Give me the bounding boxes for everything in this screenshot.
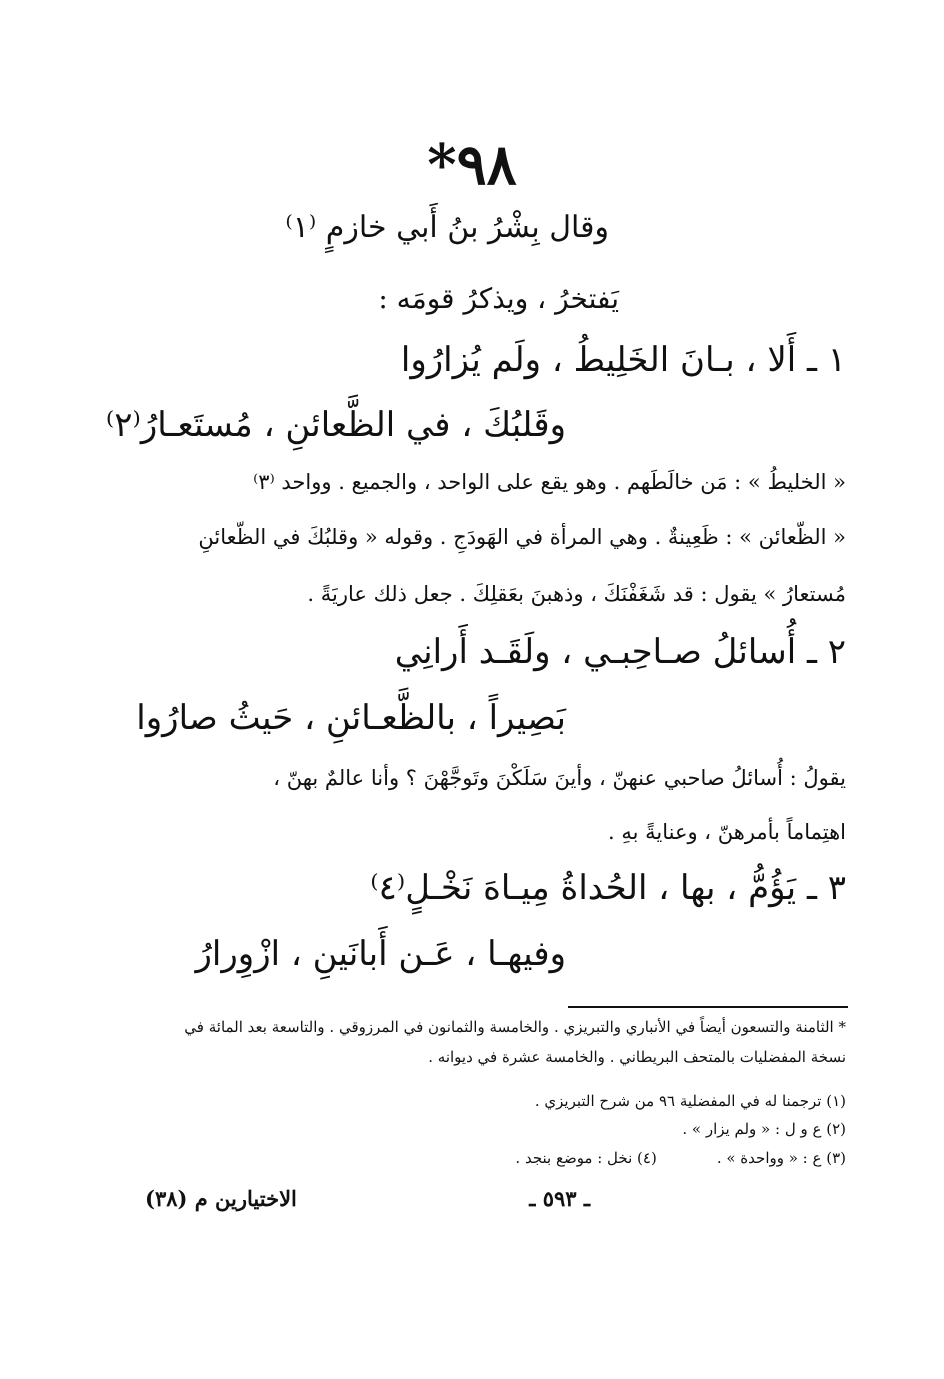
verse-text: وقَلبُكَ ، في الظَّعائنِ ، مُستَعـارُ⁽٢⁾ xyxy=(105,405,566,445)
verse-text: ٢ ـ أُسائلُ صـاحِبـي ، ولَقَـد أَرانِي xyxy=(394,632,846,672)
poem-intro: يَفتخرُ ، ويذكرُ قومَه : xyxy=(378,282,619,315)
verse-text: بَصِيراً ، بالظَّعـائنِ ، حَيثُ صارُوا xyxy=(136,698,566,738)
commentary-line: مُستعارُ » يقول : قد شَغَفْنَكَ ، وذهبنَ بعَقلِكَ . جعل ذلك عاريَةً . xyxy=(307,582,846,606)
commentary-line: اهتِماماً بأمرهنّ ، وعنايةً بهِ . xyxy=(607,820,846,844)
page-footer xyxy=(100,1186,850,1216)
verse-text: وفيهـا ، عَـن أَبانَينِ ، ازْوِرارُ xyxy=(195,934,566,974)
book-signature: الاختيارين م (٣٨) xyxy=(145,1186,297,1211)
verse-text: ٣ ـ يَؤُمُّ ، بها ، الحُداةُ مِيـاهَ نَخْـلٍ⁽٤⁾ xyxy=(370,868,846,908)
commentary-line: « الخليطُ » : مَن خالَطَهم . وهو يقع على الواحد ، والجميع . وواحد ⁽٣⁾ xyxy=(253,470,846,494)
verse-3-second-hemistich xyxy=(96,934,566,974)
footnote-3: (٣) ع : « وواحدة » . xyxy=(716,1149,846,1167)
footnote-4: (٤) نخل : موضع بنجد . xyxy=(515,1149,657,1167)
footnote-row xyxy=(515,1149,846,1167)
commentary-line: يقولُ : أُسائلُ صاحبي عنهنّ ، وأينَ سَلَكْنَ وتَوجَّهْنَ ؟ وأنا عالمٌ بهنّ ، xyxy=(273,766,846,790)
verse-2-first-hemistich xyxy=(126,632,846,672)
verse-3-first-hemistich xyxy=(126,868,846,908)
footnote-2: (٢) ع و ل : « ولم يزار » . xyxy=(682,1120,846,1138)
verse-text: ١ ـ أَلا ، بـانَ الخَلِيطُ ، ولَم يُزارُوا xyxy=(400,340,846,380)
verse-2-second-hemistich xyxy=(96,698,566,738)
poem-number: ٩٨* xyxy=(427,132,517,198)
footnote-star-line: نسخة المفضليات بالمتحف البريطاني . والخامسة عشرة في ديوانه . xyxy=(428,1048,846,1066)
footnote-star-line: * الثامنة والتسعون أيضاً في الأنباري والتبريزي . والخامسة والثمانون في المرزوقي . والتاسعة بعد المائة في xyxy=(184,1018,846,1036)
page-number: ـ ٥٩٣ ـ xyxy=(529,1186,590,1211)
footnote-divider xyxy=(568,1006,848,1008)
verse-1-first-hemistich xyxy=(126,340,846,380)
verse-1-second-hemistich xyxy=(96,405,566,445)
footnote-1: (١) ترجمنا له في المفضلية ٩٦ من شرح التبريزي . xyxy=(534,1092,846,1110)
poem-heading: وقال بِشْرُ بنُ أَبي خازمٍ ⁽١⁾ xyxy=(285,210,609,245)
commentary-line: « الظّعائن » : ظَعِينةٌ . وهي المرأة في الهَودَجِ . وقوله « وقلبُكَ في الظّعائنِ xyxy=(198,525,846,549)
